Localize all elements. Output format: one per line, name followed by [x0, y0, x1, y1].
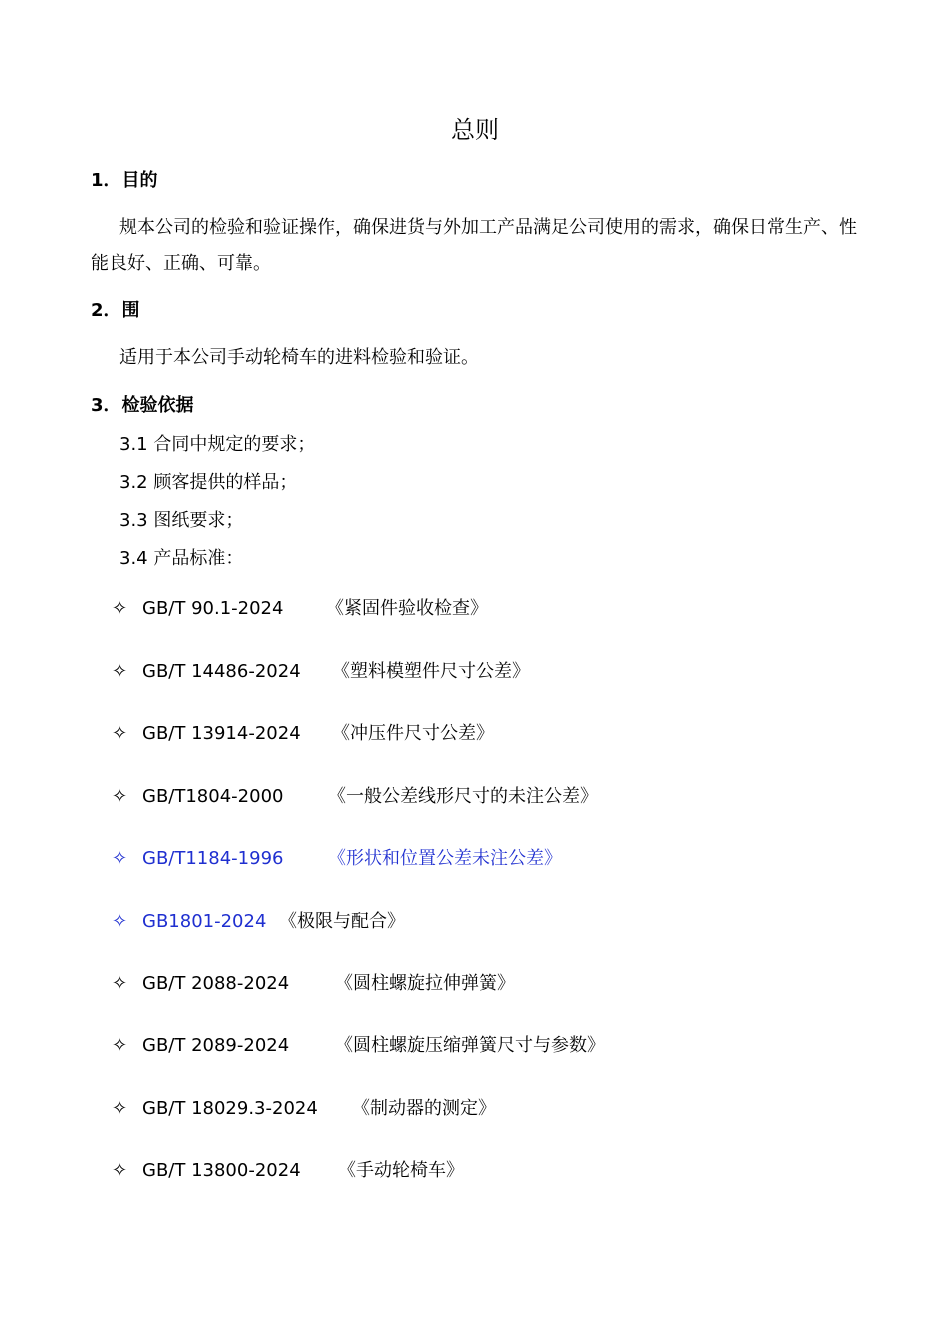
standard-code: GB/T 2088-2024	[142, 973, 290, 994]
standard-name: 《冲压件尺寸公差》	[332, 723, 494, 744]
diamond-star-icon: ✧	[112, 598, 128, 619]
standard-item	[112, 785, 598, 809]
basis-item: 3.3 图纸要求；	[119, 510, 244, 531]
standard-name: 《圆柱螺旋压缩弹簧尺寸与参数》	[335, 1035, 605, 1056]
diamond-star-icon: ✧	[112, 661, 128, 682]
standard-name: 《圆柱螺旋拉伸弹簧》	[335, 973, 515, 994]
standard-item	[112, 597, 488, 621]
standard-name: 《手动轮椅车》	[338, 1160, 464, 1181]
standard-item	[112, 660, 530, 684]
standard-name: 《塑料模塑件尺寸公差》	[332, 661, 530, 682]
basis-item: 3.1 合同中规定的要求；	[119, 434, 316, 455]
standard-item	[112, 847, 562, 871]
diamond-star-icon: ✧	[112, 786, 128, 807]
section-text-scope: 适用于本公司手动轮椅车的进料检验和验证。	[119, 347, 479, 368]
standard-item	[112, 1097, 496, 1121]
section-heading-basis: 3．检验依据	[91, 395, 194, 416]
standard-item	[112, 972, 515, 996]
diamond-star-icon: ✧	[112, 1098, 128, 1119]
standard-name: 《紧固件验收检查》	[326, 598, 488, 619]
diamond-star-icon: ✧	[112, 911, 128, 932]
standard-name: 《一般公差线形尺寸的未注公差》	[328, 786, 598, 807]
standard-code: GB/T1184-1996	[142, 848, 284, 869]
standard-name: 《制动器的测定》	[352, 1098, 496, 1119]
diamond-star-icon: ✧	[112, 1160, 128, 1181]
standard-code: GB/T 18029.3-2024	[142, 1098, 318, 1119]
section-text-purpose: 规本公司的检验和验证操作，确保进货与外加工产品满足公司使用的需求，确保日常生产、性能良好、正确、可靠。	[91, 217, 857, 274]
standard-code: GB/T1804-2000	[142, 786, 284, 807]
standard-item	[112, 1034, 605, 1058]
page-title: 总则	[451, 116, 499, 144]
standard-code: GB/T 14486-2024	[142, 661, 301, 682]
standard-item	[112, 1159, 464, 1183]
standard-code: GB/T 90.1-2024	[142, 598, 284, 619]
standard-code: GB/T 2089-2024	[142, 1035, 290, 1056]
diamond-star-icon: ✧	[112, 1035, 128, 1056]
standard-code: GB1801-2024	[142, 911, 267, 932]
standard-name: 《极限与配合》	[279, 911, 405, 932]
standard-code: GB/T 13914-2024	[142, 723, 301, 744]
basis-item: 3.4 产品标准：	[119, 548, 244, 569]
standard-item	[112, 910, 405, 934]
section-heading-scope: 2．围	[91, 300, 140, 321]
diamond-star-icon: ✧	[112, 723, 128, 744]
basis-item: 3.2 顾客提供的样品；	[119, 472, 298, 493]
standard-code: GB/T 13800-2024	[142, 1160, 301, 1181]
diamond-star-icon: ✧	[112, 973, 128, 994]
section-heading-purpose: 1．目的	[91, 170, 158, 191]
standard-name: 《形状和位置公差未注公差》	[328, 848, 562, 869]
diamond-star-icon: ✧	[112, 848, 128, 869]
standard-item	[112, 722, 494, 746]
